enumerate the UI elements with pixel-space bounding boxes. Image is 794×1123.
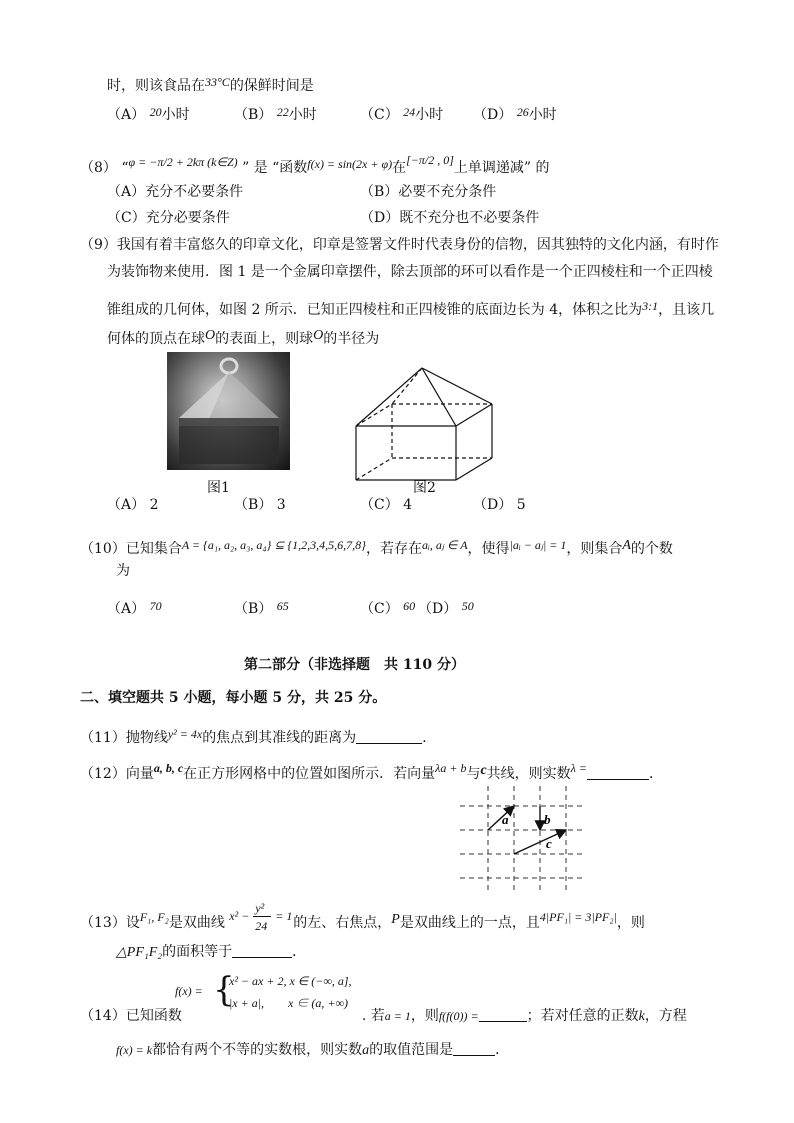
q14-piece1: x² − ax + 2, x ∈ (−∞, a], <box>229 974 352 988</box>
q8-quote-open: “ <box>121 160 129 176</box>
q13-hyperbola: x² − y² 24 = 1 <box>229 901 293 933</box>
q10-condition: aᵢ, aⱼ ∈ A <box>421 538 468 552</box>
q10-option-a: （A） 70 <box>107 599 162 617</box>
q14-brace: { <box>213 970 235 1010</box>
q9-line3: 锥组成的几何体，如图 2 所示．已知正四棱柱和正四棱锥的底面边长为 4，体积之比为3:1，且该几 <box>107 299 715 318</box>
q7-option-c: （C） 24小时 <box>360 105 444 123</box>
q9-sphere-o-2: O <box>313 328 324 343</box>
q9-line1: （9）我国有着丰富悠久的印章文化，印章是签署文件时代表身份的信物，因其独特的文化内涵，有时作 <box>80 237 719 253</box>
q13-condition: 4|PF₁| = 3|PF₂| <box>539 910 617 924</box>
q9-option-c: （C） 4 <box>360 497 413 513</box>
q13-line1: （13）设F₁, F₂是双曲线 x² − y² 24 = 1 的左、右焦点，P是双曲线上的一点，且4|PF₁| = 3|PF₂|，则 <box>80 906 645 940</box>
q9-ratio: 3:1 <box>642 299 659 313</box>
q12-combination: λa + b <box>435 761 467 775</box>
q8-condition: φ = −π/2 + 2kπ (k∈Z) <box>128 155 238 169</box>
q8-number: （8） <box>80 160 117 176</box>
q11-blank <box>356 729 422 744</box>
q14-line2: f(x) = k都恰有两个不等的实数根，则实数a的取值范围是 ． <box>116 1042 510 1058</box>
seal-photo-drawing <box>167 352 290 470</box>
q10-option-c: （C） 60 <box>360 599 416 617</box>
q11-equation: y² = 4x <box>167 727 203 741</box>
q7-text-end: 的保鲜时间是 <box>229 78 314 94</box>
vector-c-label: c <box>546 836 552 851</box>
q8-text2: ” 是 “函数 <box>242 160 308 176</box>
q14-lhs: f(x) = <box>175 984 203 998</box>
q12-lambda: λ = <box>570 761 587 775</box>
q9-line2: 为装饰物来使用．图 1 是一个金属印章摆件，除去顶部的环可以看作是一个正四棱柱和一个正四棱 <box>107 264 713 280</box>
prism-pyramid-figure <box>350 360 500 490</box>
q14-blank2 <box>453 1041 495 1056</box>
seal-photo <box>167 352 290 470</box>
q8-option-b: （B）必要不充分条件 <box>360 184 497 200</box>
q9-option-a: （A） 2 <box>107 497 159 513</box>
q14-piece2: |x + a|, x ∈ (a, +∞) <box>229 996 348 1010</box>
part2-title: 第二部分（非选择题 共 110 分） <box>244 657 465 673</box>
q13-foci: F₁, F₂ <box>139 910 169 924</box>
q14-ff: f(f(0)) = <box>438 1009 479 1023</box>
q13-blank <box>232 943 292 958</box>
q8-interval: [−π/2 , 0] <box>406 153 454 167</box>
figure-2-caption: 图2 <box>413 480 436 496</box>
q7-tail <box>107 72 314 96</box>
q8-option-c: （C）充分必要条件 <box>107 210 230 226</box>
q12-vectors: a, b, c <box>153 761 184 775</box>
q14-line1: （14）已知函数 . 若a = 1，则f(f(0)) = ；若对任意的正数k，方程 <box>80 1008 687 1024</box>
vector-a-label: a <box>502 812 509 827</box>
q11-line: （11）抛物线y² = 4x的焦点到其准线的距离为 ． <box>80 727 437 746</box>
section2-title: 二、填空题共 5 小题，每小题 5 分，共 25 分。 <box>80 690 387 706</box>
q9-sphere-o: O <box>205 328 216 343</box>
vector-grid <box>460 782 588 894</box>
q14-condition: a = 1 <box>384 1009 411 1023</box>
q8-line <box>80 150 550 178</box>
q13-triangle: △PF₁F₂ <box>116 945 163 960</box>
q7-temp: 33°C <box>205 75 230 89</box>
q14-blank1 <box>479 1007 527 1022</box>
q13-line2: △PF₁F₂的面积等于 ． <box>116 944 307 960</box>
q12-blank <box>587 765 649 780</box>
q8-text3: 在 <box>392 160 407 176</box>
q7-option-a: （A） 20小时 <box>107 105 190 123</box>
q7-option-d: （D） 26小时 <box>473 105 557 123</box>
q9-option-d: （D） 5 <box>473 497 526 513</box>
q10-abs: |aᵢ − aⱼ| = 1 <box>509 538 567 552</box>
q8-text4: 上单调递减” 的 <box>453 160 550 176</box>
q8-function: f(x) = sin(2x + φ) <box>307 157 393 171</box>
q12-line: （12）向量a, b, c在正方形网格中的位置如图所示．若向量λa + b与c共线，则实数λ = ． <box>80 761 663 782</box>
q8-option-a: （A）充分不必要条件 <box>107 184 244 200</box>
q10-line2: 为 <box>116 563 130 579</box>
q9-line4: 何体的顶点在球O的表面上，则球O的半径为 <box>107 328 380 347</box>
q10-option-d: （D） 50 <box>418 599 474 617</box>
q7-text: 时，则该食品在 <box>107 78 205 94</box>
vector-a-arrow <box>488 806 514 830</box>
vector-b-label: b <box>544 812 551 827</box>
q7-option-b: （B） 22小时 <box>234 105 317 123</box>
q8-option-d: （D）既不充分也不必要条件 <box>360 210 540 226</box>
q10-option-b: （B） 65 <box>234 599 289 617</box>
q10-line1: （10）已知集合A = {a₁, a₂, a₃, a₄} ⊆ {1,2,3,4,5,6,7,8}，若存在aᵢ, aⱼ ∈ A，使得|aᵢ − aⱼ| = 1，则集合A的个数 <box>80 538 673 557</box>
q14-equation: f(x) = k <box>116 1043 153 1057</box>
q10-set: A = {a₁, a₂, a₃, a₄} ⊆ {1,2,3,4,5,6,7,8} <box>181 538 366 552</box>
figure-1-caption: 图1 <box>207 480 230 496</box>
q9-option-b: （B） 3 <box>234 497 286 513</box>
